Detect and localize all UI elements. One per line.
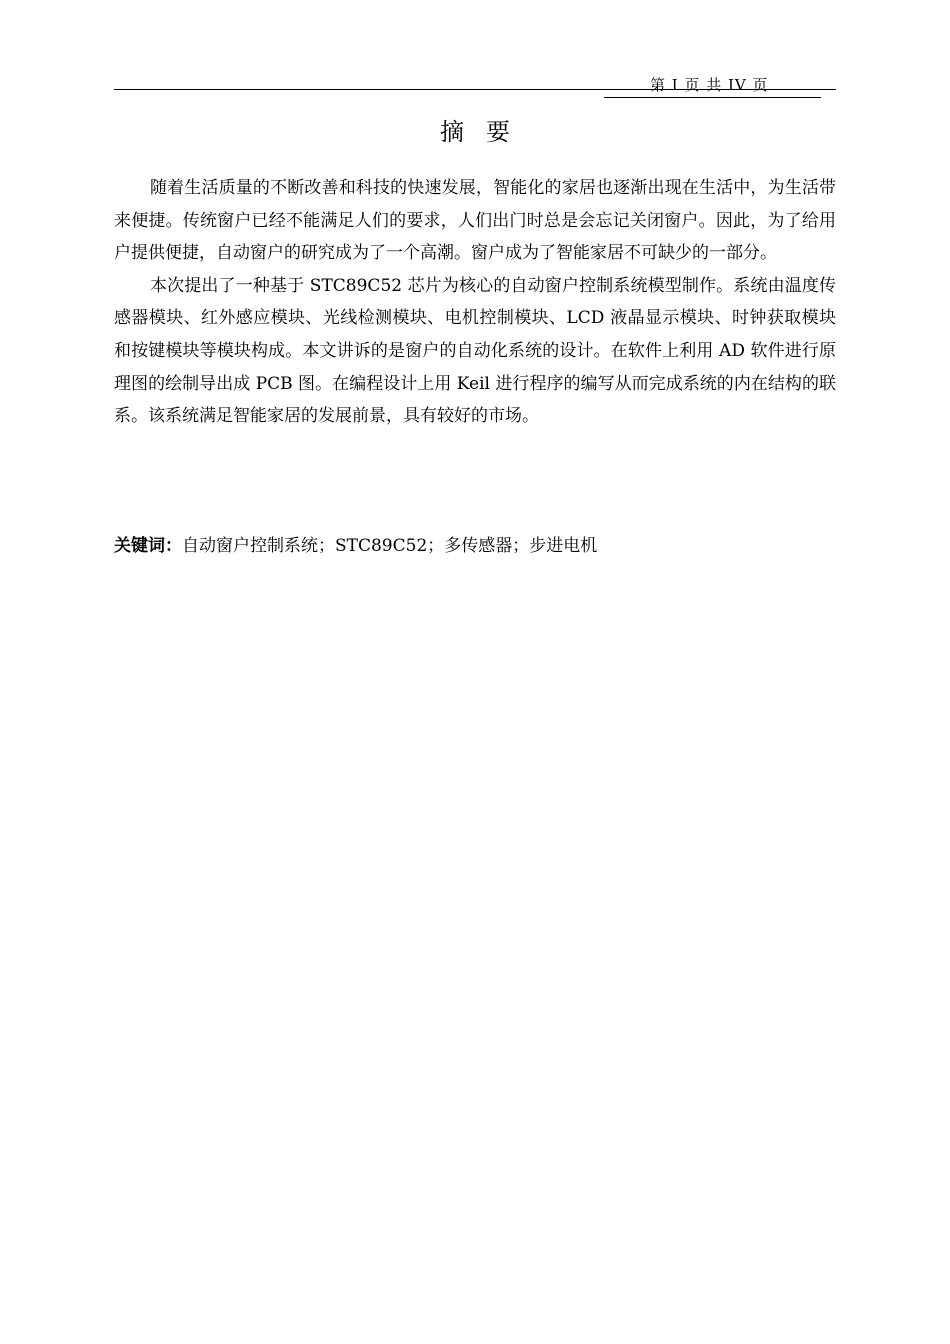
abstract-body — [114, 172, 836, 433]
header-rule-secondary — [604, 97, 821, 98]
page-title: 摘要 — [440, 118, 532, 146]
keywords-text: 自动窗户控制系统；STC89C52；多传感器；步进电机 — [182, 536, 598, 556]
page-number: 第 I 页 共 IV 页 — [650, 76, 769, 94]
keywords-label: 关键词： — [114, 536, 182, 556]
abstract-paragraph-1: 随着生活质量的不断改善和科技的快速发展，智能化的家居也逐渐出现在生活中，为生活带来便捷。传统窗户已经不能满足人们的要求，人们出门时总是会忘记关闭窗户。因此，为了给用户提供便捷，自动窗户的研究成为了一个高潮。窗户成为了智能家居不可缺少的一部分。 — [114, 178, 836, 264]
keywords-line — [114, 531, 836, 561]
abstract-paragraph-2: 本次提出了一种基于 STC89C52 芯片为核心的自动窗户控制系统模型制作。系统由温度传感器模块、红外感应模块、光线检测模块、电机控制模块、LCD 液晶显示模块、时钟获取模块和按键模块等模块构成。本文讲诉的是窗户的自动化系统的设计。在软件上利用 AD 软件进行原理图的绘制导出成 PCB 图。在编程设计上用 Keil 进行程序的编写从而完成系统的内在结构的联系。该系统满足智能家居的发展前景，具有较好的市场。 — [114, 275, 836, 427]
